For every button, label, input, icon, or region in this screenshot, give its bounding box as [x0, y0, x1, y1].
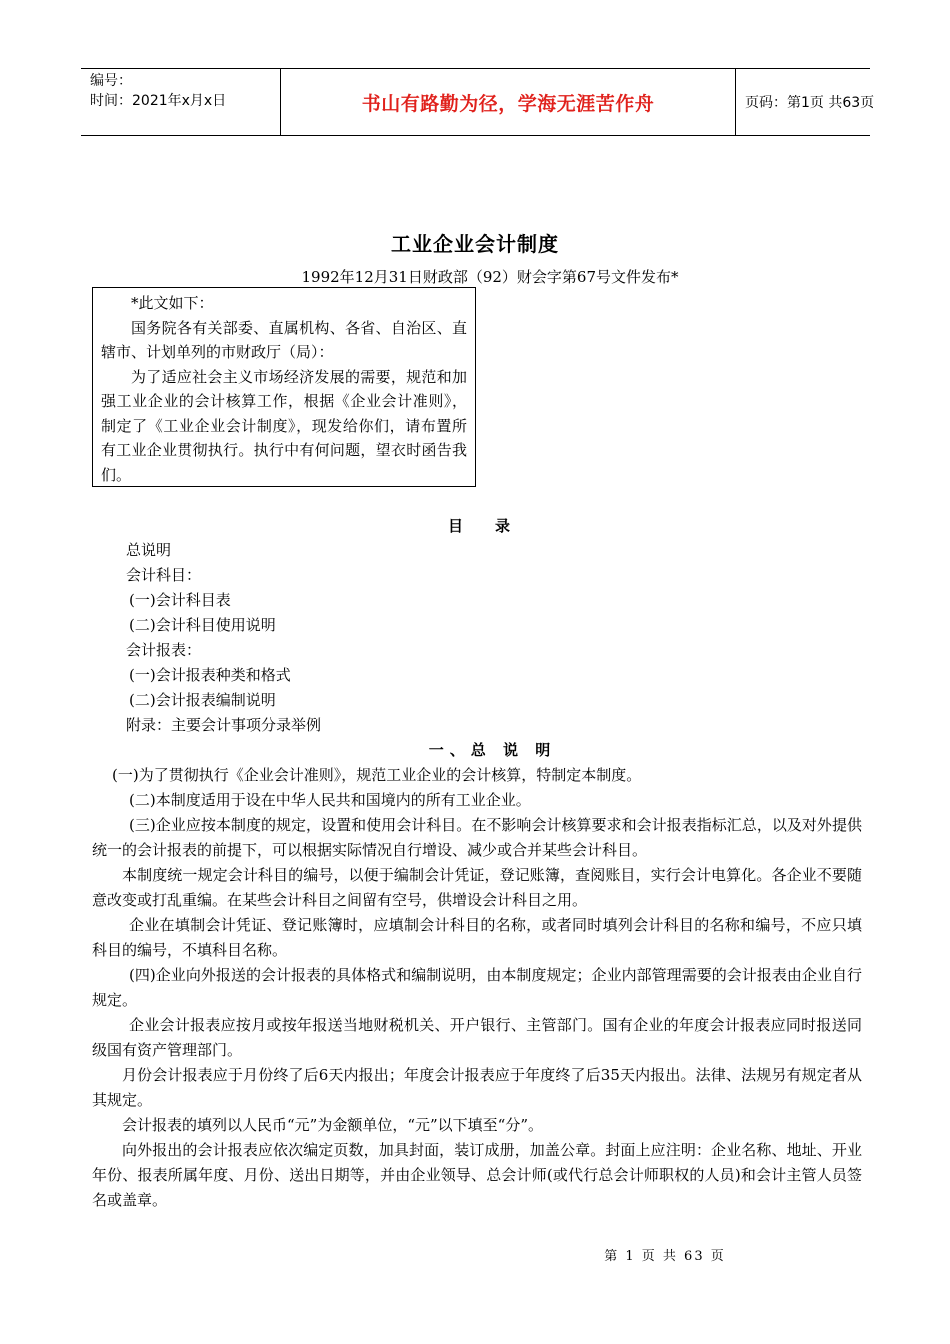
paragraph: 企业会计报表应按月或按年报送当地财税机关、开户银行、主管部门。国有企业的年度会计报表应同时报送同级国有资产管理部门。	[92, 1016, 862, 1059]
document-date: 时间：2021年x月x日	[90, 93, 227, 109]
paragraph: (四)企业向外报送的会计报表的具体格式和编制说明，由本制度规定；企业内部管理需要的会计报表由企业自行规定。	[92, 966, 862, 1009]
section-title: 一、总 说 明	[428, 741, 557, 759]
document-title: 工业企业会计制度	[391, 232, 559, 256]
toc-item[interactable]: (二)会计科目使用说明	[129, 616, 276, 634]
toc-item[interactable]: (一)会计报表种类和格式	[129, 666, 291, 684]
page-header	[81, 68, 875, 136]
note-box	[92, 287, 476, 487]
header-motto: 书山有路勤为径，学海无涯苦作舟	[361, 92, 655, 115]
section-body	[92, 763, 862, 1213]
header-motto-cell	[281, 69, 736, 135]
toc-item[interactable]: 会计科目：	[126, 566, 202, 584]
paragraph: 本制度统一规定会计科目的编号，以便于编制会计凭证，登记账簿，查阅账目，实行会计电算化。各企业不要随意改变或打乱重编。在某些会计科目之间留有空号，供增设会计科目之用。	[92, 866, 862, 909]
toc-item[interactable]: (二)会计报表编制说明	[129, 691, 276, 709]
toc-item[interactable]: 附录：主要会计事项分录举例	[126, 716, 322, 734]
paragraph: (三)企业应按本制度的规定，设置和使用会计科目。在不影响会计核算要求和会计报表指标汇总，以及对外提供统一的会计报表的前提下，可以根据实际情况自行增设、减少或合并某些会计科目。	[92, 816, 862, 859]
paragraph: 企业在填制会计凭证、登记账簿时，应填制会计科目的名称，或者同时填列会计科目的名称和编号，不应只填科目的编号，不填科目名称。	[92, 916, 862, 959]
header-page-info: 页码：第1页 共63页	[745, 95, 875, 111]
paragraph: (一)为了贯彻执行《企业会计准则》，规范工业企业的会计核算，特制定本制度。	[112, 766, 642, 784]
document-subtitle: 1992年12月31日财政部（92）财会字第67号文件发布*	[301, 268, 679, 286]
paragraph: 月份会计报表应于月份终了后6天内报出；年度会计报表应于年度终了后35天内报出。法律、法规另有规定者从其规定。	[92, 1066, 862, 1109]
toc-title: 目录	[447, 517, 542, 535]
note-line: *此文如下：	[131, 294, 214, 312]
note-line: 为了适应社会主义市场经济发展的需要，规范和加强工业企业的会计核算工作，根据《企业会计准则》，制定了《工业企业会计制度》，现发给你们，请布置所有工业企业贯彻执行。执行中有何问题，望衣时函告我们。	[101, 367, 467, 484]
paragraph: 向外报出的会计报表应依次编定页数，加具封面，装订成册，加盖公章。封面上应注明：企业名称、地址、开业年份、报表所属年度、月份、送出日期等，并由企业领导、总会计师(或代行总会计师职权的人员)和会计主管人员签名或盖章。	[92, 1141, 862, 1209]
document-number-label: 编号：	[90, 73, 132, 89]
toc-item[interactable]: 总说明	[126, 541, 172, 559]
paragraph: 会计报表的填列以人民币“元”为金额单位，“元”以下填至“分”。	[122, 1116, 544, 1134]
paragraph: (二)本制度适用于设在中华人民共和国境内的所有工业企业。	[129, 791, 531, 809]
header-meta	[81, 69, 281, 135]
page-footer: 第 1 页 共 63 页	[604, 1249, 726, 1264]
table-of-contents	[126, 538, 321, 738]
toc-item[interactable]: 会计报表：	[126, 641, 202, 659]
note-line: 国务院各有关部委、直属机构、各省、自治区、直辖市、计划单列的市财政厅（局）：	[101, 318, 467, 361]
toc-item[interactable]: (一)会计科目表	[129, 591, 231, 609]
